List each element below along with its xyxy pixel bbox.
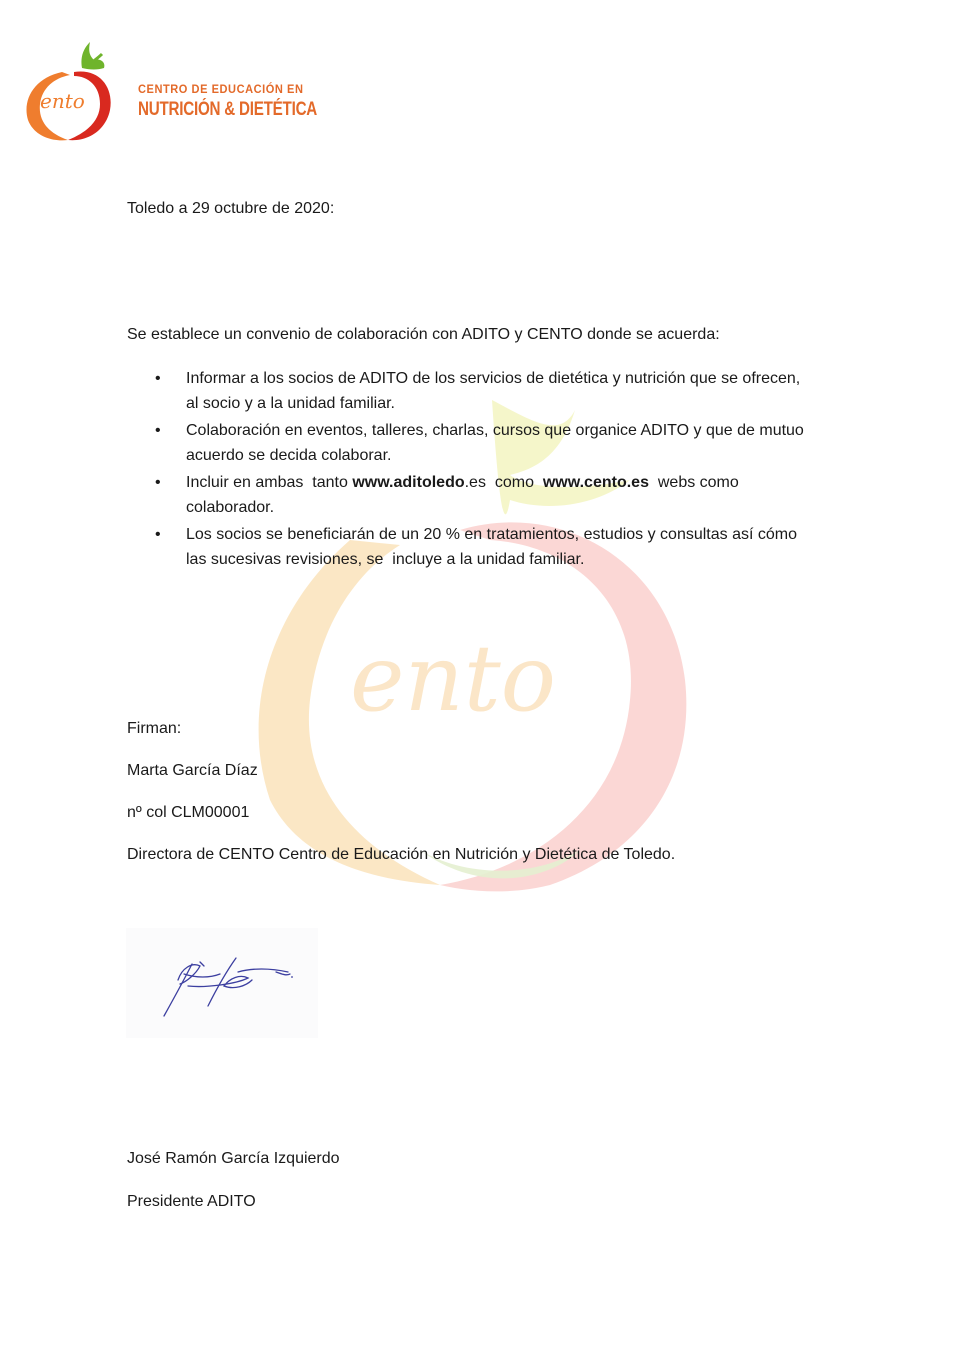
list-item: • Incluir en ambas tanto www.aditoledo.es como www.cento.es webs como colaborador.	[127, 470, 847, 520]
list-item: • Los socios se beneficiarán de un 20 % en tratamientos, estudios y consultas así cómo las sucesivas revisiones, se incluye a la unidad familiar.	[127, 522, 847, 572]
watermark-word: ento	[350, 625, 557, 732]
bullet: •	[155, 422, 161, 439]
letter-date: Toledo a 29 octubre de 2020:	[127, 200, 335, 217]
handwritten-signature	[126, 928, 318, 1038]
signer1-role: Directora de CENTO Centro de Educación en Nutrición y Dietética de Toledo.	[127, 846, 676, 863]
letter-intro: Se establece un convenio de colaboración con ADITO y CENTO donde se acuerda:	[127, 326, 720, 343]
logo-text	[138, 82, 318, 121]
signer1-col-number: nº col CLM00001	[127, 804, 250, 821]
signer1-name: Marta García Díaz	[127, 762, 258, 779]
bullet: •	[155, 370, 161, 387]
logo-line2: NUTRICIÓN & DIETÉTICA	[138, 99, 318, 120]
aditoledo-link: www.aditoledo	[352, 474, 465, 491]
bullet: •	[155, 474, 161, 491]
signer2-name: José Ramón García Izquierdo	[127, 1150, 340, 1167]
svg-text:ento: ento	[40, 89, 85, 113]
cento-logo	[22, 42, 318, 144]
signers-label: Firman:	[127, 720, 182, 737]
cento-link: www.cento.es	[542, 474, 649, 491]
list-item: • Colaboración en eventos, talleres, charlas, cursos que organice ADITO y que de mutuo acuerdo se decida colaborar.	[127, 418, 847, 468]
agreement-list	[127, 366, 847, 574]
signer2-role: Presidente ADITO	[127, 1193, 256, 1210]
bullet: •	[155, 526, 161, 543]
list-item: • Informar a los socios de ADITO de los servicios de dietética y nutrición que se ofrecen, al socio y a la unidad familiar.	[127, 366, 847, 416]
cento-apple-icon	[22, 42, 132, 144]
logo-line1: CENTRO DE EDUCACIÓN EN	[138, 82, 304, 96]
